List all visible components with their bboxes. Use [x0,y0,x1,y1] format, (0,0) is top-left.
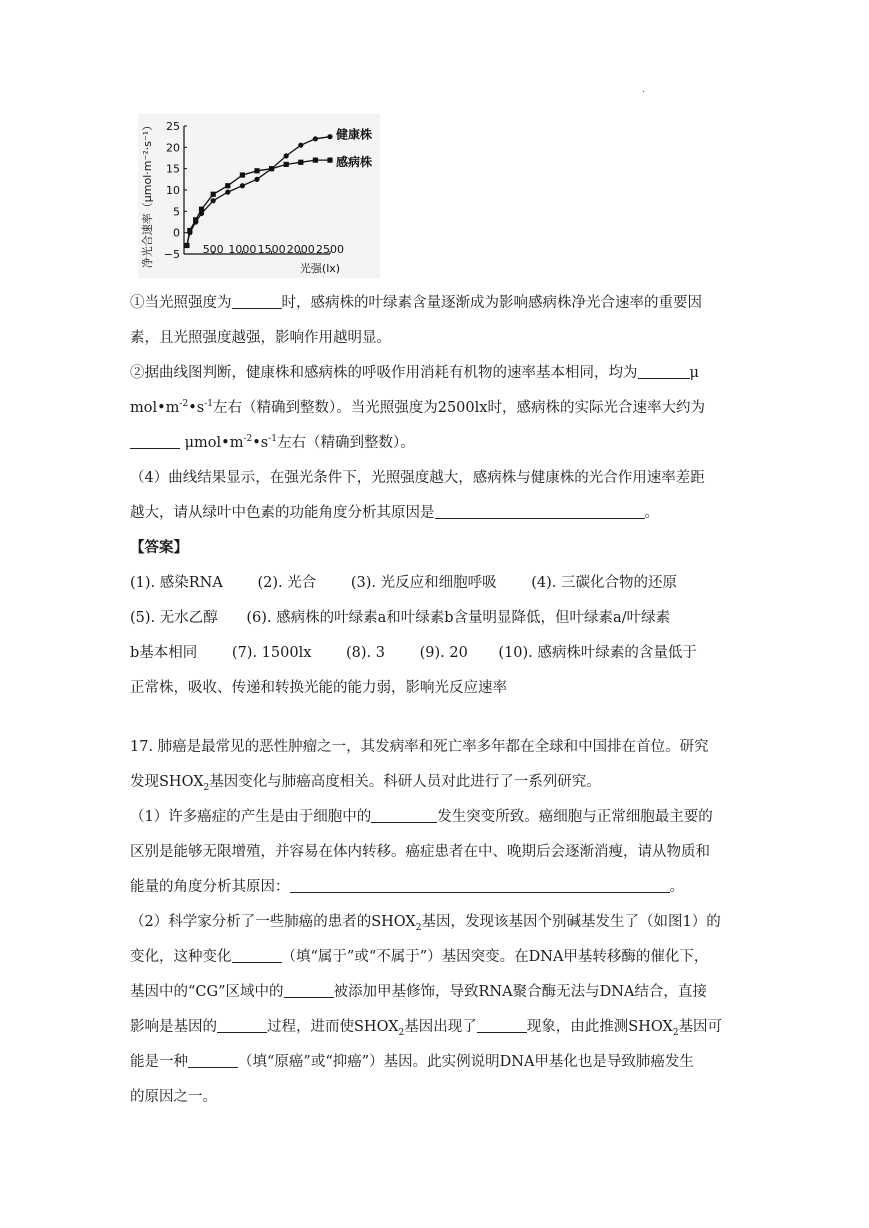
y-tick-label: 0 [173,226,180,240]
q17-text: 基因，发现该基因个别碱基发生了（如图1）的 [421,914,721,930]
q2-line-3 [130,426,750,461]
q2-text-b: μ [689,365,699,381]
series-label: 感病株 [336,155,373,170]
q17-text: 过程，进而使SHOX [267,1019,399,1035]
q2-unit-c: μmol•m [184,435,244,451]
q1-line-1 [130,286,750,321]
q2-text-a: ②据曲线图判断，健康株和感病株的呼吸作用消耗有机物的速率基本相同，均为 [130,365,638,381]
q2-unit-b: •s [188,400,205,416]
data-point [225,190,230,195]
q2-line-2 [130,391,750,426]
answer-line-4: 正常株，吸收、传递和转换光能的能力弱，影响光反应速率 [130,680,507,696]
answer-line-3 [130,636,750,671]
data-point [269,166,274,171]
answer-blank[interactable] [217,1016,267,1033]
data-point [211,198,216,203]
answer-item: (8). 3 [346,645,385,661]
chart-y-label: 净光合速率（μmol·m⁻²·s⁻¹） [141,119,154,269]
y-tick-label: 25 [166,120,180,133]
answer-blank[interactable] [371,806,437,823]
answer-blank[interactable] [477,1016,527,1033]
q17-text: 变化，这种变化 [130,949,232,965]
q17-text: 基因中的“CG”区域中的 [130,984,284,1000]
q17-text: （填“原癌”或“抑癌”）基因。此实例说明DNA甲基化也是导致肺癌发生 [238,1054,694,1070]
answer-item: b基本相同 [130,645,198,661]
q17-text: 基因变化与肺癌高度相关。科研人员对此进行了一系列研究。 [209,774,601,790]
data-point [254,168,259,173]
answer-line-1 [130,566,750,601]
q17-text: 发现SHOX [130,774,204,790]
q17-text: （2）科学家分析了一些肺癌的患者的SHOX [130,914,416,930]
x-tick-label: 1000 [228,243,257,256]
data-point [298,160,303,165]
data-point [240,183,245,188]
q1-text-b: 时，感病株的叶绿素含量逐渐成为影响感病株净光合速率的重要因 [281,295,702,311]
data-point [298,143,303,148]
series-line-circle [187,137,330,246]
answer-blank[interactable] [232,292,282,309]
q2-sup: -2 [179,399,189,410]
y-tick-label: 5 [173,205,180,219]
q17-text: 。 [669,879,684,895]
answer-item: (6). 感病株的叶绿素a和叶绿素b含量明显降低，但叶绿素a/叶绿素 [246,610,671,626]
data-point [313,136,318,141]
data-point [184,243,189,248]
q2-sup: -1 [268,434,278,445]
answer-blank[interactable] [435,502,645,519]
q4-text-b: 。 [644,505,659,521]
data-point [284,153,289,158]
answer-blank[interactable] [130,432,180,449]
y-tick-label: 15 [166,162,180,176]
y-tick-label: 20 [166,141,180,155]
q17-intro-2 [130,765,750,800]
q17-text: （填“属于”或“不属于”）基因突变。在DNA甲基转移酶的催化下， [281,949,709,965]
q17-p2-line-2 [130,940,750,975]
q17-text: 基因可 [678,1019,723,1035]
q17-p2-line-3 [130,975,750,1010]
photosynthesis-chart [138,114,380,278]
q17-sub: 2 [398,1027,405,1038]
answer-line-2 [130,601,750,636]
data-point [254,177,259,182]
answer-blank[interactable] [290,876,670,893]
q1-line-2: 素，且光照强度越强，影响作用越明显。 [130,330,391,346]
q17-p2-line-4 [130,1010,750,1045]
q2-line-1 [130,356,750,391]
q17-text: 现象，由此推测SHOX [526,1019,673,1035]
answer-item: (2). 光合 [257,575,317,591]
data-point [211,192,216,197]
q4-text-a: 越大，请从绿叶中色素的功能角度分析其原因是 [130,505,435,521]
data-point [327,134,332,139]
q1-text-a: ①当光照强度为 [130,295,232,311]
q17-text: 影响是基因的 [130,1019,217,1035]
answer-item: (10). 感病株叶绿素的含量低于 [498,645,697,661]
answer-blank[interactable] [284,981,334,998]
answer-item: (4). 三碳化合物的还原 [531,575,677,591]
data-point [199,207,204,212]
x-tick-label: 500 [202,243,224,256]
x-tick-label: 2000 [286,243,315,256]
answer-item: (3). 光反应和细胞呼吸 [350,575,497,591]
q17-p2-line-6: 的原因之一。 [130,1089,217,1105]
q17-text: 能是一种 [130,1054,188,1070]
series-label: 健康株 [336,127,373,142]
q17-sub: 2 [415,922,422,933]
q17-sub: 2 [203,782,210,793]
q2-unit-d: •s [252,435,269,451]
q2-text-c: 左右（精确到整数）。当光照强度为2500lx时，感病株的实际光合速率大约为 [212,400,705,416]
q17-text: 基因出现了 [404,1019,477,1035]
q2-sup: -2 [243,434,253,445]
q4-line-2 [130,496,750,531]
data-point [193,217,198,222]
chart-svg [138,114,380,278]
answer-blank[interactable] [232,946,282,963]
answer-blank[interactable] [638,362,690,379]
page-corner-dot: . [642,84,646,95]
q17-text: 能量的角度分析其原因： [130,879,290,895]
q17-intro-1: 17. 肺癌是最常见的恶性肿瘤之一，其发病率和死亡率多年都在全球和中国排在首位。研究 [130,739,709,755]
data-point [240,172,245,177]
x-tick-label: 1500 [257,243,286,256]
q17-text: 发生突变所致。癌细胞与正常细胞最主要的 [437,809,713,825]
question-17 [130,730,750,1115]
data-point [313,158,318,163]
x-tick-label: 2500 [316,243,344,256]
question-body [130,286,750,706]
answer-item: (9). 20 [419,645,468,661]
y-tick-label: −5 [163,248,180,261]
answer-item: (5). 无水乙醇 [130,610,218,626]
q4-line-1: （4）曲线结果显示，在强光条件下，光照强度越大，感病株与健康株的光合作用速率差距 [130,470,705,486]
data-point [284,162,289,167]
data-point [327,158,332,163]
answer-heading: 【答案】 [130,540,188,556]
q17-p1-line-2: 区别是能够无限增殖，并容易在体内转移。癌症患者在中、晚期后会逐渐消瘦，请从物质和 [130,844,710,860]
q17-sub: 2 [672,1027,679,1038]
q17-p2-line-1 [130,905,750,940]
q2-text-d: 左右（精确到整数）。 [277,435,415,451]
q17-p2-line-5 [130,1045,750,1080]
data-point [225,183,230,188]
q17-text: 被添加甲基修饰，导致RNA聚合酶无法与DNA结合，直接 [333,984,707,1000]
q17-p1-line-3 [130,870,750,905]
answer-item: (7). 1500lx [231,645,312,661]
answer-blank[interactable] [188,1051,238,1068]
y-tick-label: 10 [166,184,180,197]
q2-sup: -1 [204,399,213,410]
answer-item: (1). 感染RNA [130,575,223,591]
chart-x-label: 光强(lx) [299,262,341,275]
q2-unit-a: mol•m [130,400,180,416]
q17-p1-line-1 [130,800,750,835]
q17-text: （1）许多癌症的产生是由于细胞中的 [130,809,372,825]
data-point [187,228,192,233]
